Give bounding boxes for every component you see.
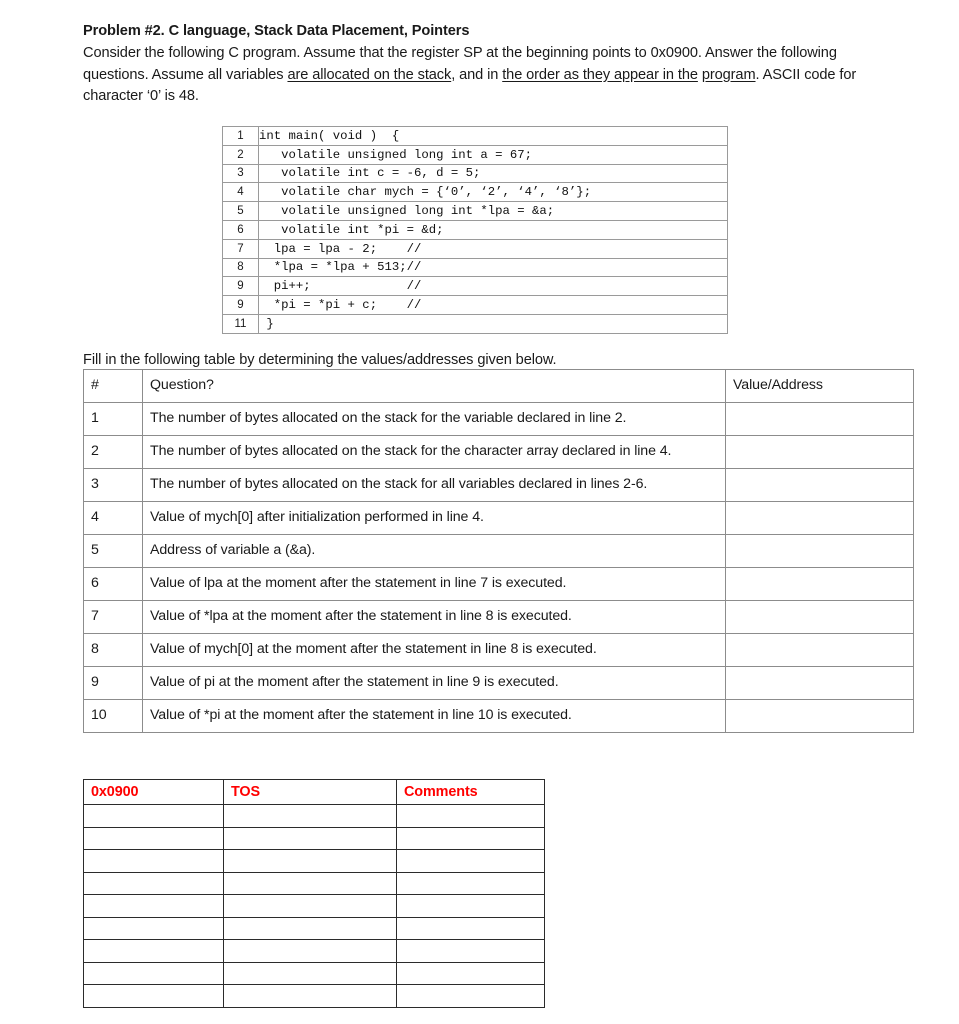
intro-underline-3: program [701, 66, 756, 83]
page-title: Problem #2. C language, Stack Data Placement, Pointers [83, 23, 470, 39]
code-line-number: 11 [223, 314, 259, 333]
code-line-number: 2 [223, 145, 259, 164]
row-question: Value of lpa at the moment after the statement in line 7 is executed. [143, 568, 726, 601]
row-answer-field[interactable] [726, 403, 914, 436]
code-row [223, 127, 728, 146]
stack-worksheet-body [84, 780, 545, 1008]
code-line-number: 6 [223, 220, 259, 239]
stack-cell-comments[interactable] [397, 962, 545, 985]
intro-text-2: , and in [451, 66, 503, 83]
row-question: The number of bytes allocated on the stack for the variable declared in line 2. [143, 403, 726, 436]
stack-cell-comments[interactable] [397, 850, 545, 873]
code-line-number: 5 [223, 202, 259, 221]
stack-cell-tos[interactable] [224, 917, 397, 940]
stack-row [84, 805, 545, 828]
code-line-number: 9 [223, 296, 259, 315]
row-number: 9 [84, 667, 143, 700]
intro-text-3: . ASCII code for character ‘0’ is 48. [83, 66, 857, 104]
code-source-line: int main( void ) { [259, 127, 728, 146]
row-question: Value of *pi at the moment after the statement in line 10 is executed. [143, 700, 726, 733]
question-table-body [84, 370, 914, 733]
table-row [84, 634, 914, 667]
stack-cell-address[interactable] [84, 917, 224, 940]
stack-row [84, 872, 545, 895]
stack-cell-tos[interactable] [224, 805, 397, 828]
stack-cell-address[interactable] [84, 805, 224, 828]
code-row [223, 183, 728, 202]
row-answer-field[interactable] [726, 634, 914, 667]
intro-block [83, 21, 873, 108]
row-question: The number of bytes allocated on the stack for all variables declared in lines 2-6. [143, 469, 726, 502]
code-row [223, 314, 728, 333]
row-question: Value of mych[0] after initialization performed in line 4. [143, 502, 726, 535]
stack-cell-address[interactable] [84, 940, 224, 963]
stack-header-row [84, 780, 545, 805]
row-answer-field[interactable] [726, 601, 914, 634]
row-question: The number of bytes allocated on the stack for the character array declared in line 4. [143, 436, 726, 469]
stack-cell-tos[interactable] [224, 872, 397, 895]
header-value: Value/Address [726, 370, 914, 403]
stack-header-comments: Comments [397, 780, 545, 805]
code-line-number: 3 [223, 164, 259, 183]
row-number: 1 [84, 403, 143, 436]
code-source-line: } [259, 314, 728, 333]
intro-paragraph [83, 43, 873, 108]
code-line-number: 1 [223, 127, 259, 146]
code-line-number: 9 [223, 277, 259, 296]
code-source-line: volatile int *pi = &d; [259, 220, 728, 239]
intro-text-1: Consider the following C program. Assume that the register SP at the beginning points to 0x0900. Answer the following questions. Assume all variables [83, 45, 837, 83]
code-row [223, 202, 728, 221]
row-question: Value of *lpa at the moment after the statement in line 8 is executed. [143, 601, 726, 634]
intro-underline-2: the order as they appear in the [502, 66, 698, 83]
table-row [84, 601, 914, 634]
table-row [84, 502, 914, 535]
code-row [223, 145, 728, 164]
code-source-line: volatile unsigned long int *lpa = &a; [259, 202, 728, 221]
code-source-line: *lpa = *lpa + 513;// [259, 258, 728, 277]
code-line-number: 7 [223, 239, 259, 258]
code-source-line: pi++; // [259, 277, 728, 296]
stack-cell-tos[interactable] [224, 850, 397, 873]
code-row [223, 239, 728, 258]
row-answer-field[interactable] [726, 568, 914, 601]
row-number: 8 [84, 634, 143, 667]
stack-cell-comments[interactable] [397, 917, 545, 940]
stack-cell-comments[interactable] [397, 940, 545, 963]
stack-cell-comments[interactable] [397, 895, 545, 918]
code-row [223, 164, 728, 183]
row-answer-field[interactable] [726, 436, 914, 469]
code-source-line: volatile char mych = {‘0’, ‘2’, ‘4’, ‘8’}; [259, 183, 728, 202]
code-row [223, 296, 728, 315]
stack-cell-comments[interactable] [397, 805, 545, 828]
row-number: 5 [84, 535, 143, 568]
fill-instruction: Fill in the following table by determining the values/addresses given below. [83, 352, 557, 368]
stack-cell-tos[interactable] [224, 895, 397, 918]
header-number: # [84, 370, 143, 403]
stack-cell-comments[interactable] [397, 872, 545, 895]
row-number: 10 [84, 700, 143, 733]
row-question: Value of mych[0] at the moment after the statement in line 8 is executed. [143, 634, 726, 667]
code-source-line: *pi = *pi + c; // [259, 296, 728, 315]
intro-underline-1: are allocated on the stack [287, 66, 452, 83]
row-answer-field[interactable] [726, 469, 914, 502]
stack-worksheet-table [83, 779, 545, 1008]
stack-cell-address[interactable] [84, 872, 224, 895]
row-number: 2 [84, 436, 143, 469]
stack-row [84, 985, 545, 1008]
table-row [84, 469, 914, 502]
stack-cell-address[interactable] [84, 827, 224, 850]
code-listing-table [222, 126, 728, 334]
stack-header-tos: TOS [224, 780, 397, 805]
table-row [84, 700, 914, 733]
row-question: Address of variable a (&a). [143, 535, 726, 568]
row-answer-field[interactable] [726, 535, 914, 568]
code-line-number: 8 [223, 258, 259, 277]
table-row [84, 667, 914, 700]
stack-cell-address[interactable] [84, 962, 224, 985]
stack-cell-comments[interactable] [397, 985, 545, 1008]
code-line-number: 4 [223, 183, 259, 202]
stack-row [84, 940, 545, 963]
table-row [84, 403, 914, 436]
row-number: 4 [84, 502, 143, 535]
table-row [84, 436, 914, 469]
stack-cell-tos[interactable] [224, 827, 397, 850]
table-header-row [84, 370, 914, 403]
stack-header-address: 0x0900 [84, 780, 224, 805]
stack-row [84, 962, 545, 985]
code-row [223, 220, 728, 239]
header-question: Question? [143, 370, 726, 403]
stack-cell-address[interactable] [84, 850, 224, 873]
stack-cell-address[interactable] [84, 895, 224, 918]
stack-row [84, 850, 545, 873]
code-source-line: volatile int c = -6, d = 5; [259, 164, 728, 183]
stack-cell-tos[interactable] [224, 940, 397, 963]
stack-row [84, 827, 545, 850]
question-table [83, 369, 914, 733]
code-row [223, 258, 728, 277]
code-source-line: lpa = lpa - 2; // [259, 239, 728, 258]
row-number: 6 [84, 568, 143, 601]
row-number: 7 [84, 601, 143, 634]
row-answer-field[interactable] [726, 700, 914, 733]
code-source-line: volatile unsigned long int a = 67; [259, 145, 728, 164]
stack-cell-tos[interactable] [224, 985, 397, 1008]
table-row [84, 568, 914, 601]
stack-cell-tos[interactable] [224, 962, 397, 985]
stack-cell-comments[interactable] [397, 827, 545, 850]
table-row [84, 535, 914, 568]
code-row [223, 277, 728, 296]
code-listing-body [223, 127, 728, 334]
stack-cell-address[interactable] [84, 985, 224, 1008]
row-question: Value of pi at the moment after the statement in line 9 is executed. [143, 667, 726, 700]
row-answer-field[interactable] [726, 667, 914, 700]
stack-row [84, 917, 545, 940]
row-number: 3 [84, 469, 143, 502]
row-answer-field[interactable] [726, 502, 914, 535]
stack-row [84, 895, 545, 918]
